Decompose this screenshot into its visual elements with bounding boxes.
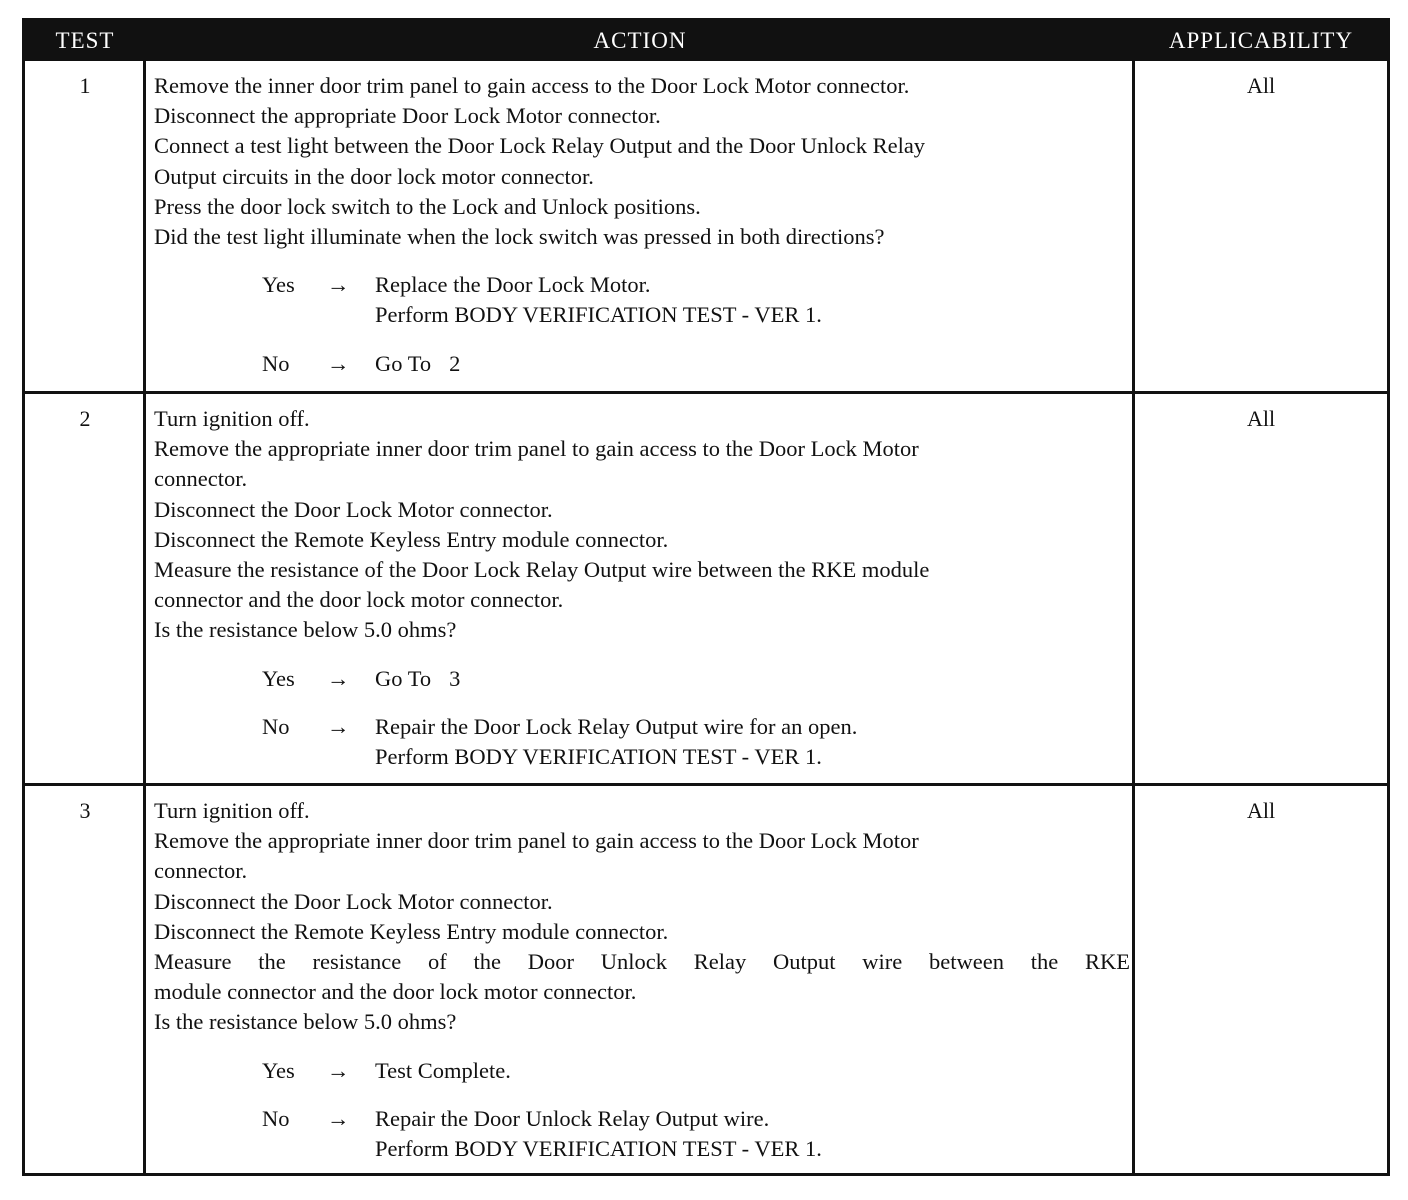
yes-answer — [154, 664, 1130, 694]
result-line: Repair the Door Unlock Relay Output wire. — [375, 1105, 770, 1131]
no-result — [375, 349, 1130, 379]
table-row-test-1 — [25, 61, 1387, 391]
step-line: module connector and the door lock motor connector. — [154, 979, 637, 1005]
header-applicability: APPLICABILITY — [1168, 28, 1354, 53]
arrow-right-icon: → — [327, 350, 350, 376]
step-line: connector. — [154, 858, 248, 884]
result-line — [375, 349, 1130, 379]
result-line — [375, 664, 1130, 694]
no-answer — [154, 712, 1130, 772]
yes-answer — [154, 270, 1130, 330]
yes-label: Yes — [262, 1057, 295, 1083]
goto-text: Go To — [375, 350, 432, 376]
applicability-value: All — [1246, 73, 1276, 98]
header-action: ACTION — [593, 28, 687, 53]
goto-number: 2 — [449, 350, 461, 376]
no-label: No — [262, 713, 290, 739]
no-answer — [154, 1104, 1130, 1164]
step-line: Disconnect the Remote Keyless Entry module connector. — [154, 526, 669, 552]
step-line: Disconnect the Remote Keyless Entry module connector. — [154, 918, 669, 944]
step-line: connector. — [154, 466, 248, 492]
step-line: Turn ignition off. — [154, 406, 310, 431]
action-cell — [154, 404, 1130, 790]
arrow-right-icon: → — [327, 272, 350, 298]
header-test: TEST — [55, 28, 115, 53]
step-line: Disconnect the appropriate Door Lock Motor connector. — [154, 103, 661, 129]
answers — [154, 270, 1130, 379]
no-answer — [154, 349, 1130, 379]
arrow-right-icon: → — [327, 1105, 350, 1131]
action-cell — [154, 71, 1130, 397]
result-line: Test Complete. — [375, 1057, 511, 1083]
step-line: Disconnect the Door Lock Motor connector. — [154, 496, 553, 522]
test-number: 2 — [79, 406, 91, 431]
result-line: Replace the Door Lock Motor. — [375, 272, 651, 298]
arrow-right-icon: → — [327, 665, 350, 691]
result-line: Perform BODY VERIFICATION TEST - VER 1. — [375, 1136, 822, 1162]
no-result — [375, 1104, 1130, 1164]
arrow-right-icon: → — [327, 713, 350, 739]
applicability-value: All — [1246, 406, 1276, 431]
table-row-test-2 — [25, 391, 1387, 783]
step-line: Remove the appropriate inner door trim panel to gain access to the Door Lock Motor — [154, 828, 919, 854]
step-line: Measure the resistance of the Door Lock Relay Output wire between the RKE module — [154, 557, 930, 583]
step-line: Remove the inner door trim panel to gain access to the Door Lock Motor connector. — [154, 73, 910, 98]
no-label: No — [262, 1105, 290, 1131]
yes-label: Yes — [262, 665, 295, 691]
step-line: Remove the appropriate inner door trim panel to gain access to the Door Lock Motor — [154, 436, 919, 462]
step-line: connector and the door lock motor connector. — [154, 587, 564, 613]
yes-label: Yes — [262, 272, 295, 298]
step-line: Did the test light illuminate when the lock switch was pressed in both directions? — [154, 224, 885, 250]
result-line: Repair the Door Lock Relay Output wire for an open. — [375, 713, 858, 739]
yes-result — [375, 1056, 1130, 1086]
step-line: Measure the resistance of the Door Unlock Relay Output wire between the RKE — [154, 949, 1130, 975]
no-result — [375, 712, 1130, 772]
action-cell — [154, 796, 1130, 1182]
step-line: Output circuits in the door lock motor connector. — [154, 163, 594, 189]
step-line: Connect a test light between the Door Lock Relay Output and the Door Unlock Relay — [154, 133, 926, 159]
step-line: Is the resistance below 5.0 ohms? — [154, 617, 457, 643]
answers — [154, 664, 1130, 773]
table-row-test-3 — [25, 783, 1387, 1173]
step-line: Is the resistance below 5.0 ohms? — [154, 1009, 457, 1035]
yes-answer — [154, 1056, 1130, 1086]
answers — [154, 1056, 1130, 1165]
step-line: Turn ignition off. — [154, 798, 310, 823]
diagnostic-test-table — [22, 18, 1390, 1176]
result-line: Perform BODY VERIFICATION TEST - VER 1. — [375, 302, 822, 328]
test-number: 3 — [79, 798, 91, 823]
step-line: Press the door lock switch to the Lock and Unlock positions. — [154, 193, 701, 219]
applicability-value: All — [1246, 798, 1276, 823]
yes-result — [375, 270, 1130, 330]
goto-text: Go To — [375, 665, 432, 691]
result-line: Perform BODY VERIFICATION TEST - VER 1. — [375, 744, 822, 770]
goto-number: 3 — [449, 665, 461, 691]
table-header — [25, 21, 1387, 61]
test-number: 1 — [79, 73, 91, 98]
arrow-right-icon: → — [327, 1057, 350, 1083]
yes-result — [375, 664, 1130, 694]
step-line: Disconnect the Door Lock Motor connector. — [154, 888, 553, 914]
no-label: No — [262, 350, 290, 376]
